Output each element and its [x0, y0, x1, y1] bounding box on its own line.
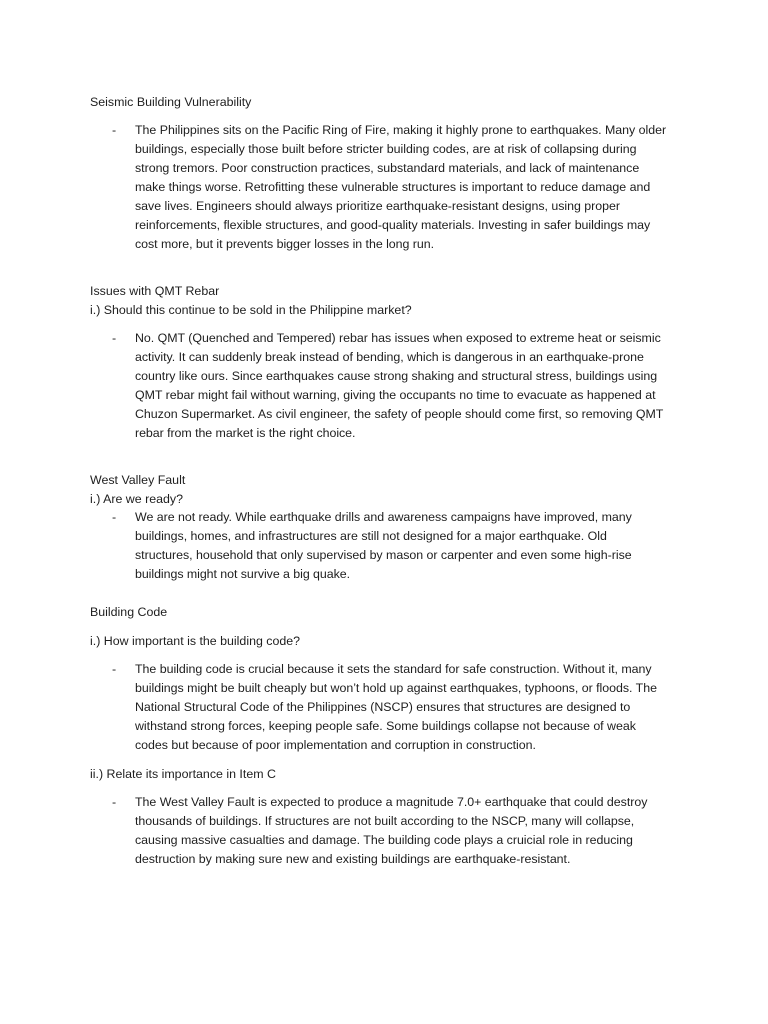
text-line: causing massive casualties and damage. The building code plays a cruicial role in reducing [135, 833, 633, 847]
text-line: destruction by making sure new and existing buildings are earthquake-resistant. [135, 852, 571, 866]
text-line: The Philippines sits on the Pacific Ring of Fire, making it highly prone to earthquakes. Many older [135, 123, 667, 137]
question-qmt: i.) Should this continue to be sold in the Philippine market? [90, 303, 412, 317]
text-line: The building code is crucial because it sets the standard for safe construction. Without it, many [135, 662, 652, 676]
text-line: We are not ready. While earthquake drills and awareness campaigns have improved, many [135, 510, 632, 524]
text-line: buildings, homes, and infrastructures are still not designed for a major earthquake. Old [135, 529, 607, 543]
question-item-c: ii.) Relate its importance in Item C [90, 767, 276, 781]
text-line: strong tremors. Poor construction practices, substandard materials, and lack of maintenance [135, 161, 640, 175]
question-west-valley: i.) Are we ready? [90, 492, 183, 506]
bullet-dash: - [112, 510, 117, 524]
paragraph-qmt [135, 329, 685, 443]
text-line: buildings might not survive a big quake. [135, 567, 350, 581]
text-line: rebar from the market is the right choice. [135, 426, 356, 440]
section-title-seismic: Seismic Building Vulnerability [90, 95, 252, 109]
text-line: reinforcements, flexible structures, and good-quality materials. Investing in safer buildings may [135, 218, 651, 232]
text-line: QMT rebar might fail without warning, giving the occupants no time to evacuate as happened at [135, 388, 656, 402]
bullet-dash: - [112, 331, 117, 345]
text-line: cost more, but it prevents bigger losses in the long run. [135, 237, 434, 251]
text-line: thousands of buildings. If structures are not built according to the NSCP, many will collapse, [135, 814, 635, 828]
text-line: codes but because of poor implementation and corruption in construction. [135, 738, 536, 752]
section-title-qmt: Issues with QMT Rebar [90, 284, 220, 298]
text-line: activity. It can suddenly break instead of bending, which is dangerous in an earthquake-prone [135, 350, 644, 364]
section-title-building-code: Building Code [90, 605, 168, 619]
text-line: National Structural Code of the Philippines (NSCP) ensures that structures are designed to [135, 700, 631, 714]
paragraph-building-code [135, 660, 685, 755]
text-line: save lives. Engineers should always prioritize earthquake-resistant designs, using proper [135, 199, 620, 213]
section-title-west-valley: West Valley Fault [90, 473, 186, 487]
text-line: structures, household that only supervised by mason or carpenter and even some high-rise [135, 548, 632, 562]
paragraph-seismic [135, 121, 685, 254]
paragraph-west-valley [135, 508, 685, 584]
text-line: No. QMT (Quenched and Tempered) rebar has issues when exposed to extreme heat or seismic [135, 331, 661, 345]
text-line: make things worse. Retrofitting these vulnerable structures is important to reduce damage and [135, 180, 651, 194]
question-building-code: i.) How important is the building code? [90, 634, 301, 648]
text-line: withstand strong forces, keeping people safe. Some buildings collapse not because of weak [135, 719, 636, 733]
text-line: The West Valley Fault is expected to produce a magnitude 7.0+ earthquake that could destroy [135, 795, 648, 809]
paragraph-item-c [135, 793, 685, 869]
bullet-dash: - [112, 795, 117, 809]
text-line: Chuzon Supermarket. As civil engineer, the safety of people should come first, so removing QMT [135, 407, 664, 421]
bullet-dash: - [112, 662, 117, 676]
text-line: buildings, especially those built before stricter building codes, are at risk of collapsing during [135, 142, 637, 156]
text-line: country like ours. Since earthquakes cause strong shaking and structural stress, buildings using [135, 369, 658, 383]
text-line: buildings might be built cheaply but won’t hold up against earthquakes, typhoons, or floods. The [135, 681, 657, 695]
bullet-dash: - [112, 123, 117, 137]
